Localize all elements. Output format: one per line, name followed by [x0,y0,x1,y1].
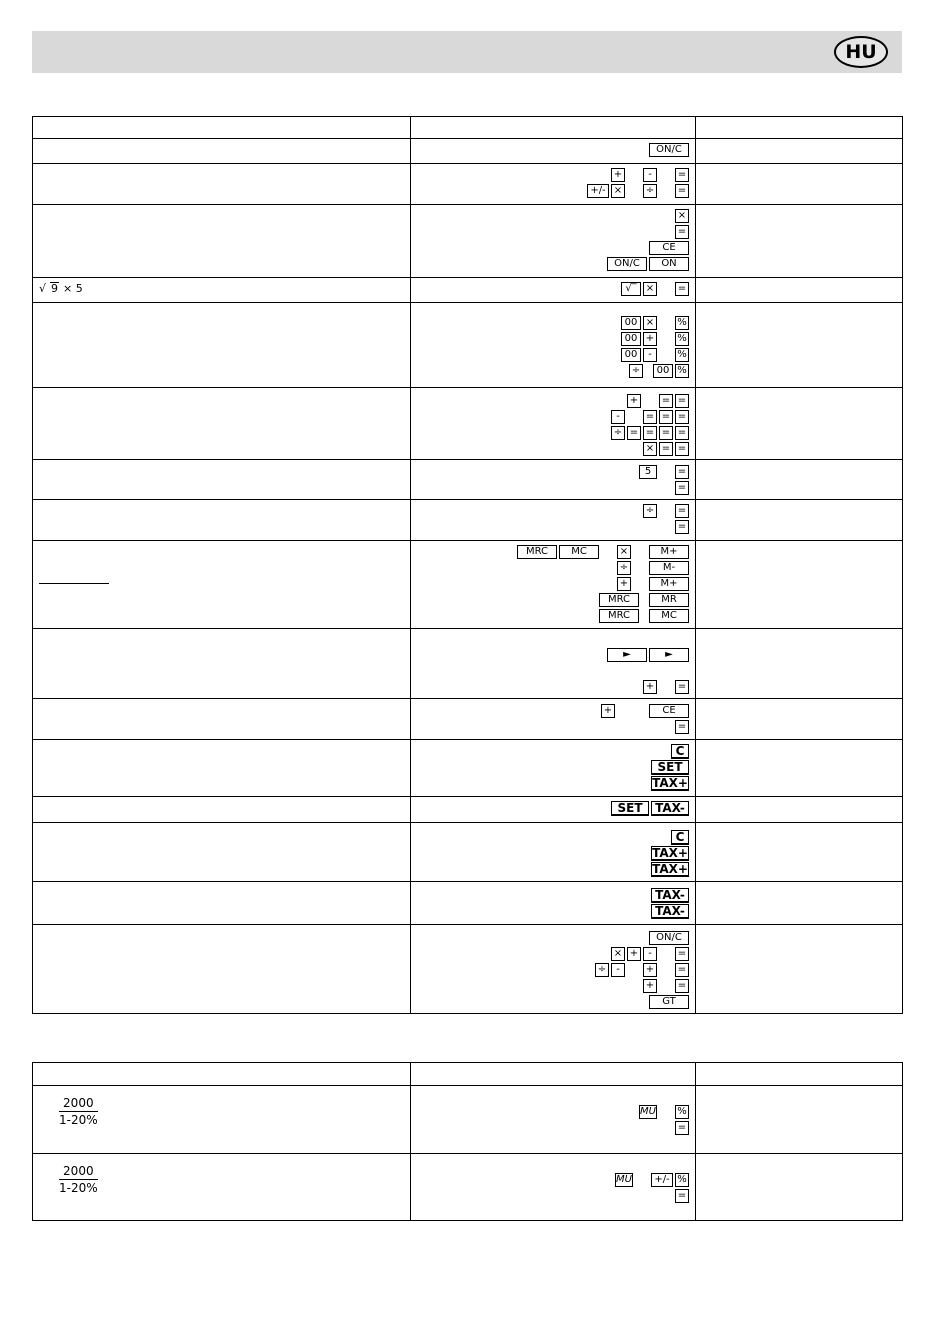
plus-key: + [643,963,657,977]
mc-key: MC [559,545,599,559]
key-sequence [411,205,696,278]
table-row [33,1086,903,1154]
tax-plus-key: TAX+ [652,845,688,860]
table-row [33,460,903,500]
mrc-key: MRC [599,593,639,607]
mu-key: MU [640,1106,656,1117]
header-bar [32,31,902,73]
sqrt-key: √‾ [621,282,641,296]
equals-key: = [675,282,689,296]
markup-table [32,1062,903,1221]
key-sequence [411,388,696,460]
equals-key: = [675,520,689,534]
plus-minus-key: +/- [587,184,609,198]
minus-key: - [611,963,625,977]
key-sequence [411,925,696,1014]
key-sequence [411,139,696,164]
c-key: C [671,744,689,759]
equals-key: = [675,481,689,495]
double-zero-key: 00 [621,316,641,330]
c-key: C [671,830,689,845]
times-key: × [617,545,631,559]
key-sequence [411,500,696,541]
table-row [33,925,903,1014]
equals-key: = [659,394,673,408]
m-minus-key: M- [649,561,689,575]
key-sequence [411,882,696,925]
on-c-key: ON/C [607,257,647,271]
key-sequence [411,303,696,388]
fraction: $\frac{2000}{1-20\%}$ [59,1096,98,1127]
key-sequence [411,629,696,699]
equals-key: = [675,947,689,961]
table-row [33,139,903,164]
tax-plus-key: TAX+ [652,861,688,876]
double-zero-key: 00 [621,332,641,346]
divide-key: ÷ [643,504,657,518]
table-row [33,205,903,278]
table-row [33,823,903,882]
table-row [33,699,903,740]
mu-key: MU [616,1174,632,1185]
m-plus-key: M+ [649,545,689,559]
on-key: ON [649,257,689,271]
on-c-key: ON/C [649,931,689,945]
key-sequence [411,164,696,205]
mr-key: MR [649,593,689,607]
equals-key: = [675,1189,689,1203]
equals-key: = [675,680,689,694]
equals-key: = [643,426,657,440]
equals-key: = [675,225,689,239]
sqrt-expression: √ 9 × 5 [39,282,83,295]
gt-key: GT [649,995,689,1009]
table-row [33,303,903,388]
header-cell [33,117,411,139]
key-sequence [411,1154,696,1221]
table-row [33,278,903,303]
times-key: × [643,442,657,456]
table-row [33,882,903,925]
equals-key: = [675,184,689,198]
equals-key: = [675,442,689,456]
equals-key: = [675,410,689,424]
minus-key: - [643,348,657,362]
header-cell [411,117,696,139]
double-zero-key: 00 [621,348,641,362]
table-header-row [33,1063,903,1086]
tax-minus-key: TAX- [651,888,689,903]
tax-minus-key: TAX- [651,904,689,919]
minus-key: - [643,168,657,182]
plus-key: + [627,947,641,961]
divide-key: ÷ [617,561,631,575]
percent-key: % [675,332,689,346]
ce-key: CE [649,704,689,718]
times-key: × [643,316,657,330]
equals-key: = [675,963,689,977]
equals-key: = [675,720,689,734]
divide-key: ÷ [595,963,609,977]
equals-key: = [659,410,673,424]
table-row [33,629,903,699]
equals-key: = [627,426,641,440]
equals-key: = [675,168,689,182]
equals-key: = [675,465,689,479]
equals-key: = [659,442,673,456]
tax-plus-key: TAX+ [652,775,688,790]
key-sequence [411,1086,696,1154]
table-row [33,500,903,541]
equals-key: = [675,394,689,408]
table-header-row [33,117,903,139]
equals-key: = [659,426,673,440]
table-row [33,797,903,823]
plus-key: + [601,704,615,718]
plus-key: + [627,394,641,408]
table-row [33,541,903,629]
minus-key: - [611,410,625,424]
percent-key: % [675,364,689,378]
plus-key: + [643,332,657,346]
percent-key: % [675,1173,689,1187]
times-key: × [611,184,625,198]
ce-key: CE [649,241,689,255]
m-plus-key: M+ [649,577,689,591]
plus-key: + [643,979,657,993]
mc-key: MC [649,609,689,623]
percent-key: % [675,316,689,330]
backspace-key: ► [649,648,689,662]
set-key: SET [651,760,689,775]
table-row [33,388,903,460]
five-key: 5 [639,465,657,479]
percent-key: % [675,348,689,362]
times-key: × [675,209,689,223]
mrc-key: MRC [599,609,639,623]
divide-key: ÷ [643,184,657,198]
header-cell [696,117,903,139]
table-row [33,1154,903,1221]
equals-key: = [675,979,689,993]
divide-key: ÷ [629,364,643,378]
plus-key: + [617,577,631,591]
key-sequence [411,541,696,629]
key-sequence [411,699,696,740]
key-sequence [411,823,696,882]
plus-key: + [611,168,625,182]
divide-key: ÷ [611,426,625,440]
mrc-key: MRC [517,545,557,559]
equals-key: = [643,410,657,424]
plus-key: + [643,680,657,694]
key-sequence [411,278,696,303]
language-badge: HU [834,36,888,68]
plus-minus-key: +/- [651,1173,673,1187]
set-key: SET [611,801,649,816]
equals-key: = [675,504,689,518]
equals-key: = [675,426,689,440]
times-key: × [611,947,625,961]
minus-key: - [643,947,657,961]
key-sequence [411,740,696,797]
key-sequence [411,460,696,500]
double-zero-key: 00 [653,364,673,378]
operations-table [32,116,903,1014]
backspace-key: ► [607,648,647,662]
table-row [33,740,903,797]
equals-key: = [675,1121,689,1135]
key-sequence [411,797,696,823]
fraction: $\frac{2000}{1-20\%}$ [59,1164,98,1195]
percent-key: % [675,1105,689,1119]
table-row [33,164,903,205]
times-key: × [643,282,657,296]
tax-minus-key: TAX- [651,801,689,816]
underline-mark [39,583,109,584]
on-c-key: ON/C [649,143,689,157]
